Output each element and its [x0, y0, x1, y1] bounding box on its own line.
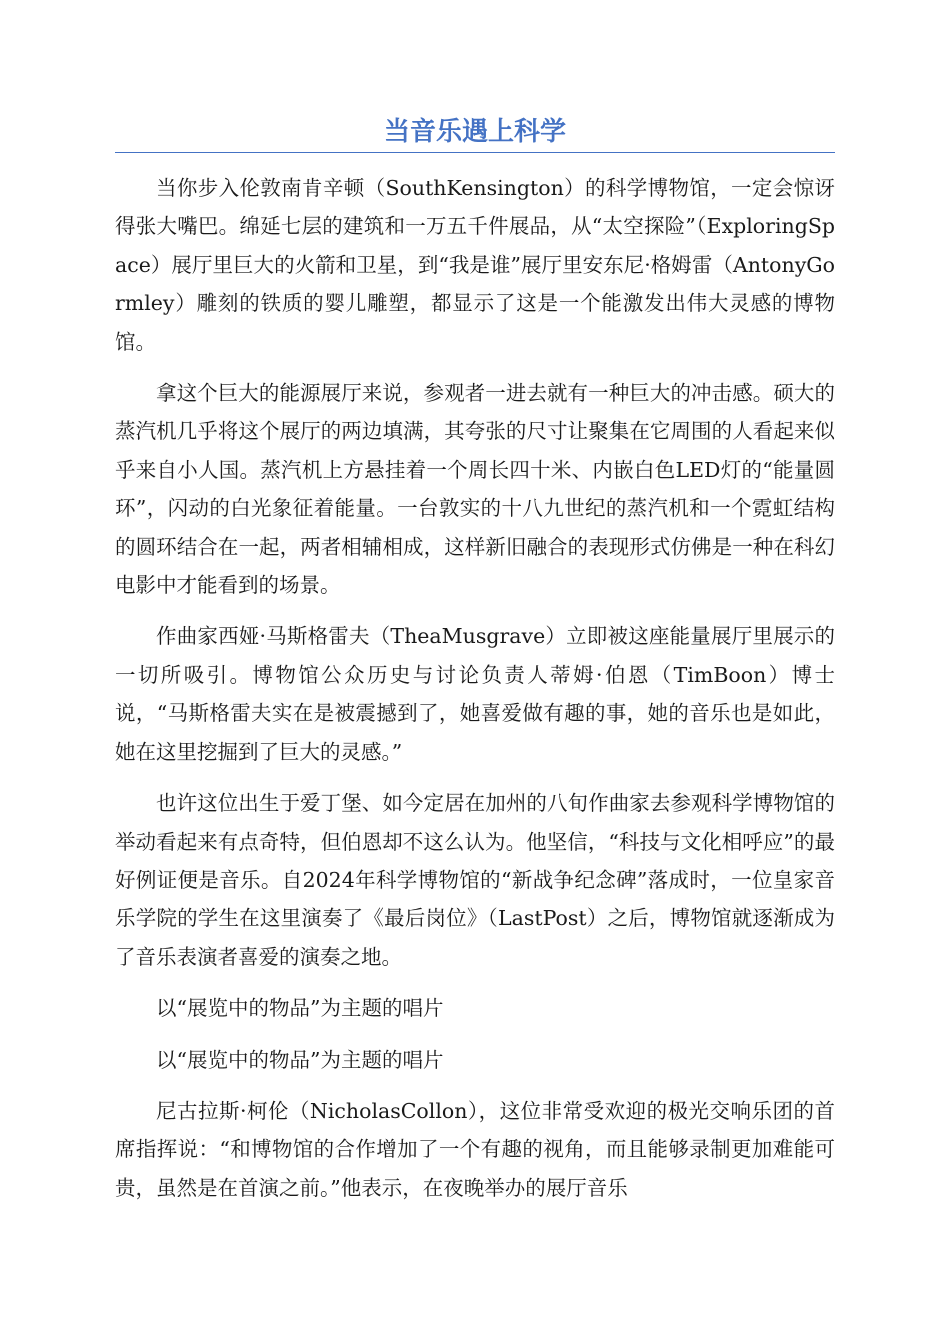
paragraph-intro: 当你步入伦敦南肯辛顿（SouthKensington）的科学博物馆，一定会惊讶得张大嘴巴。绵延七层的建筑和一万五千件展品，从“太空探险”（ExploringSpace）展厅里巨大的火箭和卫星，到“我是谁”展厅里安东尼·格姆雷（AntonyGormley）雕刻的铁质的婴儿雕塑，都显示了这是一个能激发出伟大灵感的博物馆。 [115, 176, 835, 354]
paragraph-conductor: 尼古拉斯·柯伦（NicholasCollon），这位非常受欢迎的极光交响乐团的首席指挥说：“和博物馆的合作增加了一个有趣的视角，而且能够录制更加难能可贵，虽然是在首演之前。”他表示，在夜晚举办的展厅音乐 [115, 1098, 835, 1200]
paragraph-subheading: 以“展览中的物品”为主题的唱片 [156, 996, 444, 1021]
document-title: 当音乐遇上科学 [383, 117, 566, 147]
document-page [115, 112, 835, 1220]
paragraph-energy-hall: 拿这个巨大的能源展厅来说，参观者一进去就有一种巨大的冲击感。硕大的蒸汽机几乎将这个展厅的两边填满，其夸张的尺寸让聚集在它周围的人看起来似乎来自小人国。蒸汽机上方悬挂着一个周长四十米、内嵌白色LED灯的“能量圆环”，闪动的白光象征着能量。一台敦实的十八九世纪的蒸汽机和一个霓虹结构的圆环结合在一起，两者相辅相成，这样新旧融合的表现形式仿佛是一种在科幻电影中才能看到的场景。 [115, 381, 835, 598]
paragraph-composer: 作曲家西娅·马斯格雷夫（TheaMusgrave）立即被这座能量展厅里展示的一切所吸引。博物馆公众历史与讨论负责人蒂姆·伯恩（TimBoon）博士说，“马斯格雷夫实在是被震撼到了，她喜爱做有趣的事，她的音乐也是如此，她在这里挖掘到了巨大的灵感。” [115, 624, 835, 764]
paragraph-music-venue: 也许这位出生于爱丁堡、如今定居在加州的八旬作曲家去参观科学博物馆的举动看起来有点奇特，但伯恩却不这么认为。他坚信，“科技与文化相呼应”的最好例证便是音乐。自2024年科学博物馆的“新战争纪念碑”落成时，一位皇家音乐学院的学生在这里演奏了《最后岗位》（LastPost）之后，博物馆就逐渐成为了音乐表演者喜爱的演奏之地。 [115, 791, 835, 969]
paragraph-subheading-repeat: 以“展览中的物品”为主题的唱片 [156, 1047, 444, 1072]
title-underline [115, 152, 835, 153]
